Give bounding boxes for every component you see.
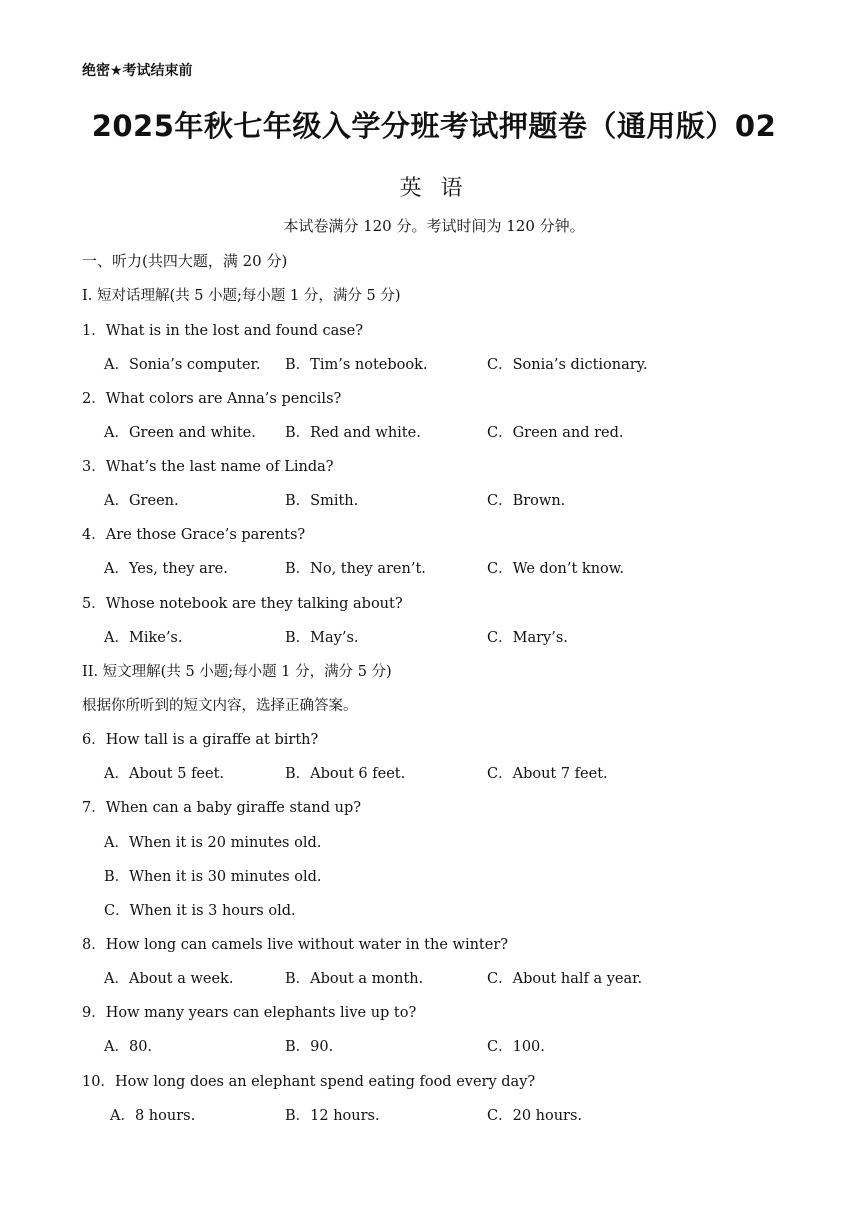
question-stem: 5．Whose notebook are they talking about? [82,596,403,612]
option-b: B．Smith. [285,493,359,509]
option-a: A．Green and white. [104,425,256,441]
question-stem: 2．What colors are Anna’s pencils? [82,391,342,407]
option-a: A．Mike’s. [104,630,183,646]
option-b: B．Red and white. [285,425,421,441]
part-heading: II. 短文理解(共 5 小题;每小题 1 分，满分 5 分) [82,664,392,680]
option-a: A．Sonia’s computer. [104,357,261,373]
option-a: A．Green. [104,493,179,509]
option-c: C．When it is 3 hours old. [104,903,296,919]
option-b: B．Tim’s notebook. [285,357,428,373]
option-c: C．100. [487,1039,545,1055]
option-a: A．About 5 feet. [104,766,225,782]
question-stem: 4．Are those Grace’s parents? [82,527,306,543]
option-b: B．12 hours. [285,1108,380,1124]
option-a: A．80. [104,1039,153,1055]
exam-title: 2025年秋七年级入学分班考试押题卷（通用版）02 [91,109,777,143]
option-b: B．No, they aren’t. [285,561,426,577]
confidential-label: 绝密★考试结束前 [82,63,193,79]
question-stem: 6．How tall is a giraffe at birth? [82,732,319,748]
option-c: C．Sonia’s dictionary. [487,357,648,373]
option-b: B．May’s. [285,630,359,646]
option-c: C．20 hours. [487,1108,583,1124]
question-stem: 9．How many years can elephants live up to? [82,1005,417,1021]
option-a: A．8 hours. [110,1108,196,1124]
option-c: C．We don’t know. [487,561,625,577]
question-stem: 1．What is in the lost and found case? [82,323,364,339]
section-heading: 一、听力(共四大题，满 20 分) [82,252,288,270]
question-stem: 8．How long can camels live without water in the winter? [82,937,509,953]
option-a: A．About a week. [104,971,234,987]
option-b: B．90. [285,1039,334,1055]
option-a: A．When it is 20 minutes old. [104,835,322,851]
option-c: C．About half a year. [487,971,643,987]
option-a: A．Yes, they are. [104,561,228,577]
exam-note: 本试卷满分 120 分。考试时间为 120 分钟。 [283,217,585,235]
question-stem: 10．How long does an elephant spend eating food every day? [82,1074,536,1090]
part-heading: I. 短对话理解(共 5 小题;每小题 1 分，满分 5 分) [82,288,401,304]
option-c: C．Brown. [487,493,566,509]
option-c: C．Mary’s. [487,630,568,646]
question-stem: 7．When can a baby giraffe stand up? [82,800,361,816]
subject-heading: 英 语 [399,176,469,201]
option-b: B．When it is 30 minutes old. [104,869,322,885]
option-c: C．About 7 feet. [487,766,608,782]
option-b: B．About 6 feet. [285,766,406,782]
option-b: B．About a month. [285,971,424,987]
part-instruction: 根据你所听到的短文内容，选择正确答案。 [82,698,358,714]
question-stem: 3．What’s the last name of Linda? [82,459,334,475]
option-c: C．Green and red. [487,425,624,441]
